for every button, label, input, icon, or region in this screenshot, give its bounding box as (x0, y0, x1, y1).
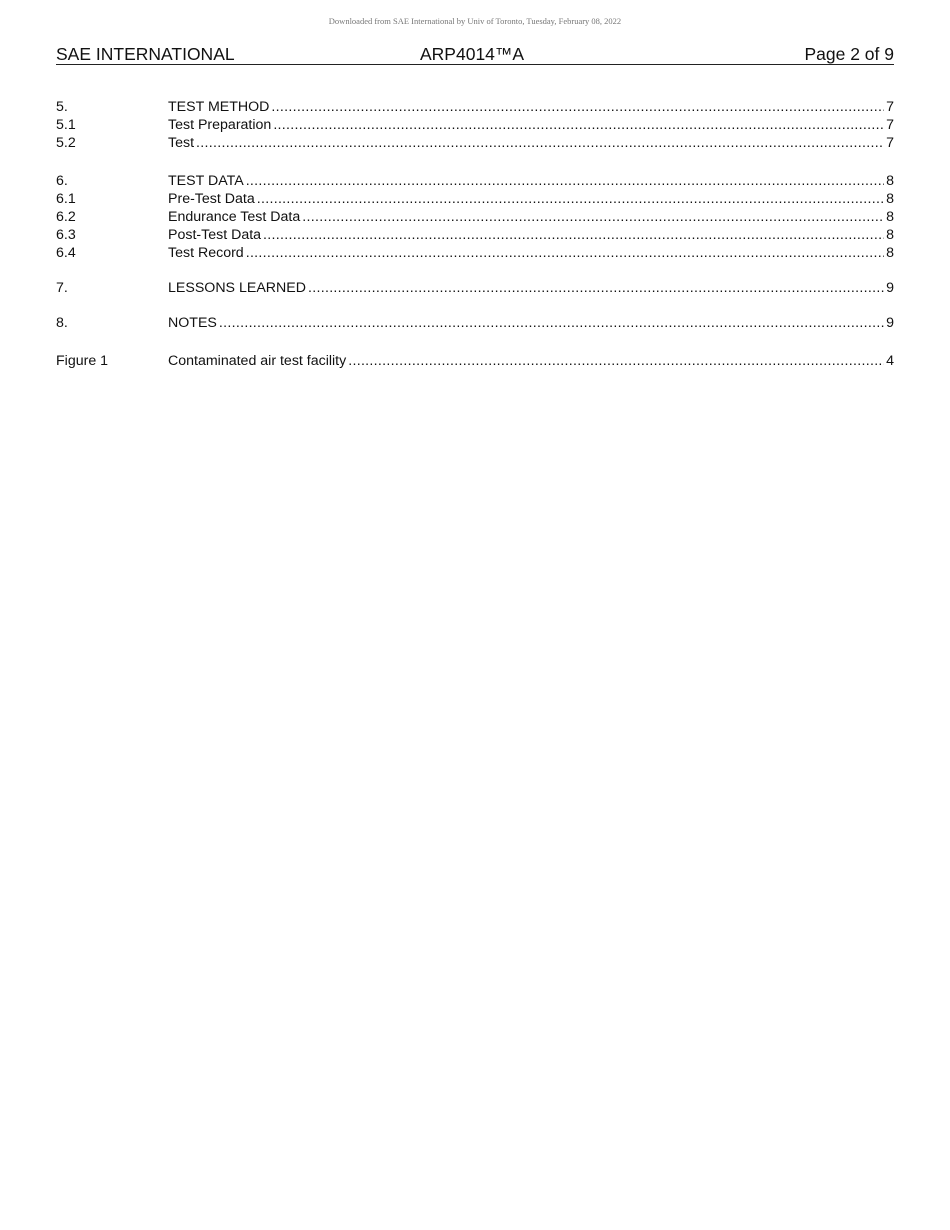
toc-title: TEST METHOD (168, 99, 270, 115)
toc-number: 5.1 (56, 117, 76, 133)
toc-entry[interactable] (56, 279, 894, 297)
table-of-contents (56, 98, 894, 370)
toc-number: 6.3 (56, 227, 76, 243)
toc-leader (308, 279, 884, 297)
toc-number: Figure 1 (56, 353, 109, 369)
toc-figure-entry[interactable] (56, 352, 894, 370)
toc-title: Endurance Test Data (168, 209, 301, 225)
toc-page: 9 (886, 315, 894, 331)
toc-title: Contaminated air test facility (168, 353, 347, 369)
toc-leader (219, 314, 884, 332)
toc-title: Test (168, 135, 195, 151)
toc-number: 6.4 (56, 245, 76, 261)
toc-page: 9 (886, 280, 894, 296)
toc-title: Pre-Test Data (168, 191, 255, 207)
toc-page: 7 (886, 135, 894, 151)
toc-page: 8 (886, 173, 894, 189)
toc-entry[interactable] (56, 98, 894, 116)
toc-leader (348, 352, 884, 370)
toc-page: 7 (886, 99, 894, 115)
toc-leader (246, 172, 884, 190)
toc-title: LESSONS LEARNED (168, 280, 306, 296)
toc-leader (246, 244, 884, 262)
toc-leader (302, 208, 884, 226)
toc-leader (263, 226, 884, 244)
toc-entry[interactable] (56, 226, 894, 244)
toc-entry[interactable] (56, 134, 894, 152)
toc-number: 6.1 (56, 191, 76, 207)
toc-page: 7 (886, 117, 894, 133)
toc-number: 8. (56, 315, 68, 331)
toc-entry[interactable] (56, 314, 894, 332)
page-header (56, 44, 894, 65)
toc-leader (271, 98, 884, 116)
toc-title: TEST DATA (168, 173, 244, 189)
toc-title: Post-Test Data (168, 227, 262, 243)
download-watermark: Downloaded from SAE International by Univ of Toronto, Tuesday, February 08, 2022 (328, 16, 622, 26)
toc-entry[interactable] (56, 116, 894, 134)
toc-entry[interactable] (56, 190, 894, 208)
toc-entry[interactable] (56, 244, 894, 262)
toc-page: 8 (886, 191, 894, 207)
toc-page: 8 (886, 245, 894, 261)
toc-leader (273, 116, 884, 134)
toc-page: 8 (886, 209, 894, 225)
toc-leader (196, 134, 884, 152)
toc-title: Test Record (168, 245, 244, 261)
toc-title: NOTES (168, 315, 217, 331)
toc-entry[interactable] (56, 208, 894, 226)
header-page-number: Page 2 of 9 (804, 44, 894, 64)
toc-number: 5.2 (56, 135, 76, 151)
toc-number: 5. (56, 99, 68, 115)
toc-number: 6.2 (56, 209, 76, 225)
header-document-id: ARP4014™A (420, 44, 525, 64)
toc-entry[interactable] (56, 172, 894, 190)
header-organization: SAE INTERNATIONAL (56, 44, 235, 64)
toc-leader (257, 190, 884, 208)
toc-page: 8 (886, 227, 894, 243)
toc-page: 4 (886, 353, 894, 369)
toc-title: Test Preparation (168, 117, 272, 133)
toc-number: 6. (56, 173, 68, 189)
toc-number: 7. (56, 280, 68, 296)
